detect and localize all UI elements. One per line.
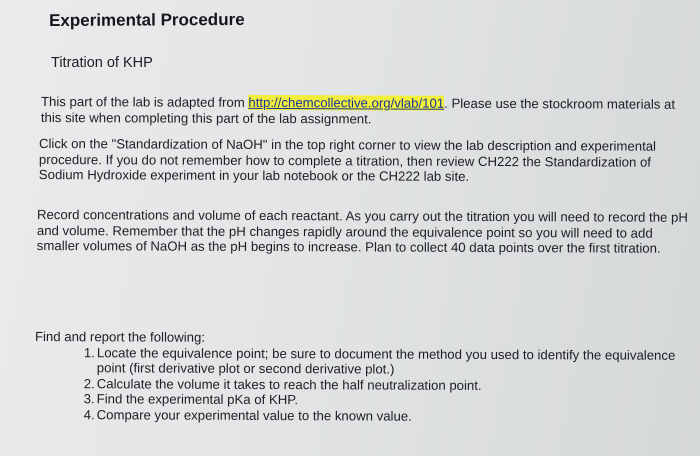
list-item-number: 3.: [83, 391, 95, 407]
list-item-number: 1.: [83, 344, 95, 360]
list-item-number: 4.: [83, 406, 95, 422]
section-subheading: Titration of KHP: [51, 55, 153, 71]
list-item-text: Calculate the volume it takes to reach the half neutralization point.: [96, 375, 482, 393]
report-title: Find and report the following:: [34, 329, 206, 345]
list-item-text: Find the experimental pKa of KHP.: [96, 391, 299, 408]
instructions-paragraph: Click on the "Standardization of NaOH" in the top right corner to view the lab description and experimental procedure. If you do not remember how to complete a titration, then review CH222 the Standardization of Sodium Hydroxide experiment in your lab notebook or the CH222 lab site.: [38, 136, 657, 184]
intro-paragraph: [41, 94, 681, 128]
list-item: [35, 406, 695, 424]
page-heading: Experimental Procedure: [49, 9, 245, 30]
list-item-number: 2.: [83, 375, 95, 391]
intro-text-before-link: This part of the lab is adapted from: [40, 94, 249, 110]
chemcollective-link[interactable]: http://chemcollective.org/vlab/101: [248, 94, 445, 111]
list-item-text: Locate the equivalence point; be sure to document the method you used to identify the equivalence point (first derivative plot or second derivative plot.): [96, 344, 676, 377]
intro-text-after-link: . Please use the stockroom materials at this site when completing this part of the lab assignment.: [40, 95, 676, 126]
recording-paragraph: Record concentrations and volume of each reactant. As you carry out the titration you will need to record the pH and volume. Remember that the pH changes rapidly around the equivalence point so you will need to add smaller volumes of NaOH as the pH begins to increase. Plan to collect 40 data points over the first titration.: [36, 207, 688, 256]
report-section: [35, 329, 695, 425]
list-item: [35, 344, 695, 378]
report-list: [35, 344, 695, 424]
list-item-text: Compare your experimental value to the known value.: [96, 406, 412, 424]
